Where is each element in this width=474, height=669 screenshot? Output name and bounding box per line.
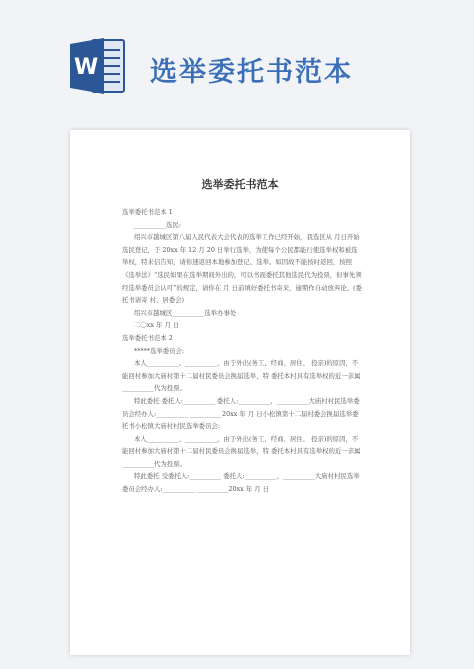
paragraph: 绍兴市越城区__________选举办事处 (134, 308, 237, 317)
paragraph: 特此委托 委托人:__________ 委托人:__________、__________大庙村村民选举委员会经办人:__________ __________20xx 年 月 日小松镇第十二届村委会换届选举委托书小松镇大庙村村民选举委员会: (122, 396, 360, 431)
paragraph: 特此委托 受委托人:__________ 委托人:__________、__________大庙村村民选举委员会经办人:__________ __________20xx 年 月 日 (122, 472, 360, 494)
section-heading: 选举委托书范本 2 (122, 333, 173, 342)
section-heading: 选举委托书范本 1 (122, 208, 173, 216)
header-banner (0, 0, 474, 120)
paragraph: *****选举委员会: (134, 346, 185, 355)
paragraph: 本人__________、__________，由于外出(务工、经商、居住、 投亲)的原因，不能回村参加大庙村第十二届村民委员会换届选举，特 委托本村具有选举权的近一亲属__________代为投票。 (122, 359, 361, 393)
page-title: 选举委托书范本 (150, 57, 353, 88)
document-title: 选举委托书范本 (201, 178, 279, 191)
document-page (70, 130, 410, 655)
paragraph: 绍兴市越城区第八届人民代表大会代表的选举工作已经开始，我选区从 月日开始选民登记，于 20xx 年 12 月 20 日举行选举，为使每个公民都能行使选举权和被选举权，特来信告知，请你速返回本地参加登记、选举。如因故不能按时返回，按照《选举法》“选民如果在选举期间外出的，可以书面委托其他选民代为投票，但事先须经选举委员会认可”的规定，请你在 月 日前填好委托书寄来，逾期作自动放弃论。(委托书请寄 村、居委会) (122, 233, 362, 305)
paragraph: __________选民: (134, 220, 181, 229)
paragraph: 本人__________、__________，由于外出(务工、经商、居住、 投亲)的原因，不能回村参加大庙村第十二届村民委员会换届选举，特 委托本村具有选举权的近一亲属__________代为投票。 (122, 434, 361, 468)
word-icon (70, 36, 126, 96)
document-body (122, 206, 362, 496)
svg-text:W: W (74, 55, 99, 80)
paragraph: 二〇xx 年 月 日 (134, 321, 180, 330)
